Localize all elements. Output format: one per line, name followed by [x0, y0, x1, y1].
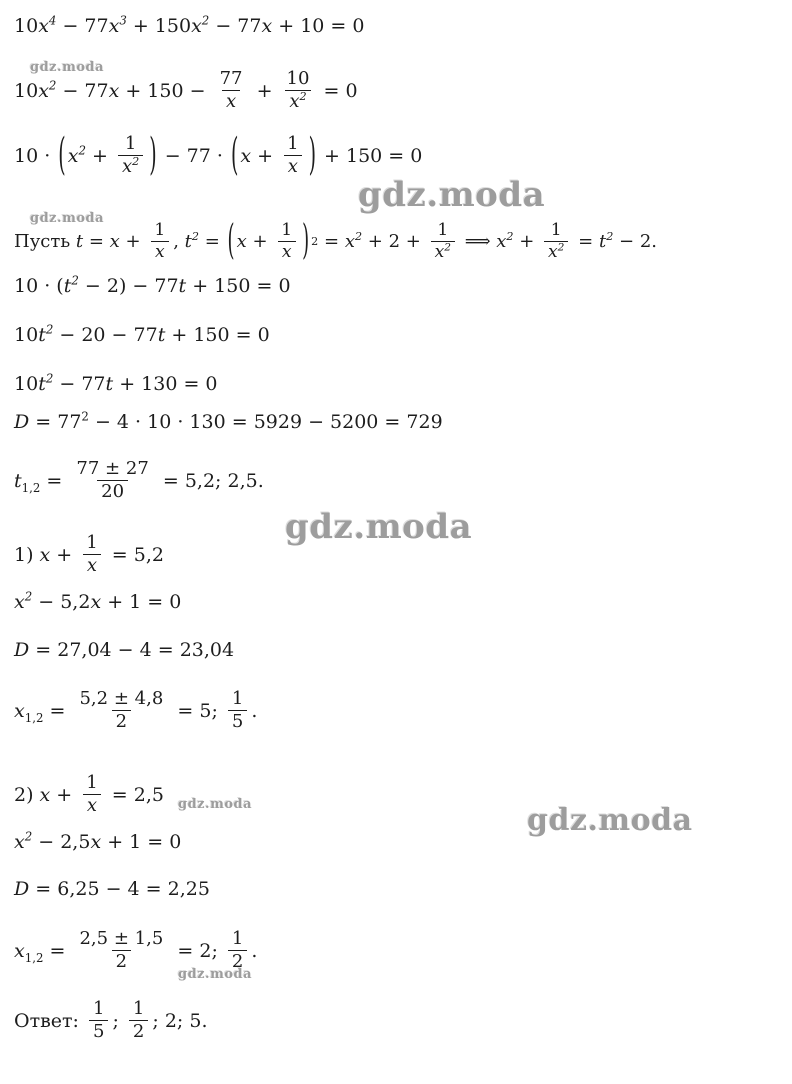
eq4-plus: + [119, 231, 147, 253]
eq12-text: D = 27,04 − 4 = 23,04 [14, 639, 235, 661]
eq13-mid: = 5; [171, 699, 224, 722]
eq3-x: x [240, 144, 252, 167]
fraction-numerator: 1 [550, 220, 562, 240]
fraction-numerator: 10 [286, 68, 310, 89]
eq10-x: x [39, 543, 51, 566]
eq5-text: $10 \cdot (t^2 - 2) - 77t + 150 = 0$ [14, 273, 291, 297]
eq4-eq3: = [318, 231, 345, 253]
fraction-denominator: 2 [112, 950, 131, 973]
implies-symbol: ⟹ [458, 231, 497, 253]
fraction-numerator: 1 [231, 688, 244, 709]
fraction-10-over-x2 [283, 70, 314, 113]
fraction-one-fifth [89, 1000, 108, 1043]
equation-line-1 [14, 13, 365, 37]
equation-line-8 [14, 409, 443, 433]
watermark: gdz.moda [30, 60, 105, 75]
case-2-prefix: 2) [14, 783, 40, 806]
equation-line-15 [14, 829, 182, 853]
eq14-tail: = 2,5 [105, 783, 164, 806]
watermark: gdz.moda [30, 211, 105, 226]
equation-line-13 [14, 690, 257, 733]
fraction-numerator: 5,2 ± 4,8 [79, 688, 164, 709]
eq4-t2: $t^2$ [184, 230, 199, 253]
right-paren: ) [149, 129, 157, 181]
fraction-denominator: x [284, 155, 302, 178]
eq14-x: x [39, 783, 51, 806]
left-paren: ( [230, 129, 239, 181]
eq8-text: $D = 77^2 - 4 \cdot 10 \cdot 130 = 5929 - 5200 = 729$ [14, 409, 443, 433]
eq4-x: x [109, 231, 120, 253]
eq10-plus: + [50, 543, 79, 566]
eq4-plus3: + 2 + [362, 231, 427, 253]
fraction-denominator: x [278, 241, 296, 263]
substitution-intro: Пусть [14, 231, 76, 253]
eq14-plus: + [50, 783, 79, 806]
eq13-x: $x_{1,2}$ [14, 699, 44, 725]
eq16-text: D = 6,25 − 4 = 2,25 [14, 878, 210, 900]
eq4-comma: , [173, 231, 185, 253]
fraction-numerator: 1 [124, 133, 137, 154]
fraction-denominator: 2 [112, 710, 131, 733]
eq11-text: $x^2 - 5,2x + 1 = 0$ [14, 589, 182, 613]
fraction-numerator: 1 [437, 220, 449, 240]
paren-group-1 [56, 129, 158, 181]
right-paren: ) [302, 216, 310, 266]
fraction-1-over-x [283, 135, 302, 178]
fraction-denominator: $x^2$ [285, 90, 310, 113]
equation-line-12 [14, 641, 234, 660]
equation-line-3 [14, 129, 423, 181]
eq10-tail: = 5,2 [105, 543, 164, 566]
equation-line-6 [14, 322, 270, 346]
eq4-x2b: $x^2$ [496, 230, 514, 253]
fraction-one-half [228, 930, 247, 973]
eq13-tail: . [251, 699, 258, 722]
fraction-numerator: 1 [287, 133, 299, 154]
eq4-result: = $t^2 - 2$. [572, 230, 657, 253]
fraction-numerator: 2,5 ± 1,5 [79, 928, 164, 949]
watermark: gdz.moda [178, 797, 253, 812]
equation-line-2 [14, 70, 358, 113]
fraction-roots-case-2 [75, 930, 167, 973]
eq9-eq: = [40, 469, 69, 492]
fraction-denominator: 2 [228, 950, 247, 973]
equation-line-14 [14, 774, 164, 817]
fraction-denominator: 2 [129, 1020, 148, 1043]
equation-line-10 [14, 534, 164, 577]
eq2-left: $10x^2 - 77x + 150$ − [14, 78, 212, 102]
fraction-1-over-x [82, 534, 101, 577]
fraction-denominator: x [222, 90, 240, 113]
answer-line [14, 1000, 208, 1043]
fraction-1-over-x [82, 774, 101, 817]
fraction-denominator: $x^2$ [431, 241, 455, 263]
fraction-1-over-x2 [118, 135, 143, 178]
fraction-numerator: 1 [231, 928, 244, 949]
right-paren: ) [308, 129, 316, 181]
fraction-numerator: 1 [86, 532, 98, 553]
answer-tail: ; 2; 5. [152, 1009, 208, 1032]
fraction-denominator: 5 [228, 710, 247, 733]
fraction-numerator: 1 [281, 220, 293, 240]
paren-group-3: ( x + $\frac{1}{x}$ ) 2 [227, 216, 319, 266]
eq17-eq: = [43, 939, 72, 962]
fraction-denominator: 20 [97, 480, 128, 503]
equation-line-5 [14, 273, 291, 297]
fraction-1-over-x [150, 222, 169, 263]
eq3-tail: + 150 = 0 [318, 144, 423, 167]
watermark: gdz.moda [527, 803, 693, 838]
fraction-77-over-x [216, 70, 247, 113]
watermark: gdz.moda [178, 967, 253, 982]
fraction-one-fifth [228, 690, 247, 733]
fraction-roots-t [72, 460, 152, 503]
fraction-1-over-x [277, 222, 296, 263]
equation-line-9 [14, 460, 264, 503]
equation-line-7 [14, 371, 218, 395]
fraction-numerator: 1 [154, 220, 166, 240]
eq3-plus2: + [251, 144, 280, 167]
equation-line-11 [14, 589, 182, 613]
fraction-denominator: $x^2$ [118, 155, 143, 178]
fraction-numerator: 1 [92, 998, 105, 1019]
eq3-x2: $x^2$ [67, 143, 86, 167]
fraction-denominator: x [83, 794, 101, 817]
eq4-eq2: = [199, 231, 226, 253]
equation-line-17 [14, 930, 257, 973]
answer-prefix: Ответ: [14, 1009, 85, 1032]
fraction-numerator: 77 ± 27 [76, 458, 149, 479]
watermark: gdz.moda [285, 507, 473, 547]
left-paren: ( [58, 129, 66, 181]
eq17-x: $x_{1,2}$ [14, 939, 44, 965]
fraction-roots-case-1 [75, 690, 167, 733]
eq4-x2: $x^2$ [344, 230, 363, 253]
paren-group-2 [229, 129, 318, 181]
fraction-1-over-x2 [431, 222, 455, 263]
eq7-text: $10t^2 - 77t + 130 = 0$ [14, 371, 218, 395]
eq4-eq1: = [83, 231, 110, 253]
eq6-text: $10t^2 - 20 - 77t + 150 = 0$ [14, 322, 270, 346]
fraction-denominator: 5 [89, 1020, 108, 1043]
fraction-1-over-x2 [544, 222, 568, 263]
eq9-t: $t_{1,2}$ [14, 469, 41, 495]
eq1-text: $10x^4 - 77x^3 + 150x^2 - 77x + 10 = 0$ [14, 13, 365, 37]
eq17-tail: . [251, 939, 258, 962]
fraction-numerator: 77 [219, 68, 243, 89]
eq13-eq: = [43, 699, 72, 722]
eq4-xi: x [236, 231, 247, 253]
equation-line-16 [14, 880, 210, 899]
fraction-numerator: 1 [86, 772, 98, 793]
eq4-t: t [75, 231, 84, 253]
eq15-text: $x^2 - 2,5x + 1 = 0$ [14, 829, 182, 853]
eq4-plus4: + [513, 231, 541, 253]
eq3-plus: + [85, 144, 114, 167]
fraction-denominator: $x^2$ [544, 241, 568, 263]
eq3-mid: − 77 · [158, 144, 229, 167]
eq4-plus2: + [246, 231, 274, 253]
answer-sep-1: ; [112, 1009, 125, 1032]
fraction-denominator: x [83, 554, 101, 577]
fraction-numerator: 1 [132, 998, 145, 1019]
fraction-one-half [129, 1000, 148, 1043]
watermark: gdz.moda [358, 175, 546, 215]
eq9-tail: = 5,2; 2,5. [156, 469, 264, 492]
eq2-tail: = 0 [317, 79, 358, 102]
eq17-mid: = 2; [171, 939, 224, 962]
fraction-denominator: x [151, 241, 169, 263]
case-1-prefix: 1) [14, 543, 40, 566]
left-paren: ( [227, 216, 235, 266]
eq3-lead: 10 · [14, 144, 57, 167]
eq2-plus: + [250, 79, 279, 102]
